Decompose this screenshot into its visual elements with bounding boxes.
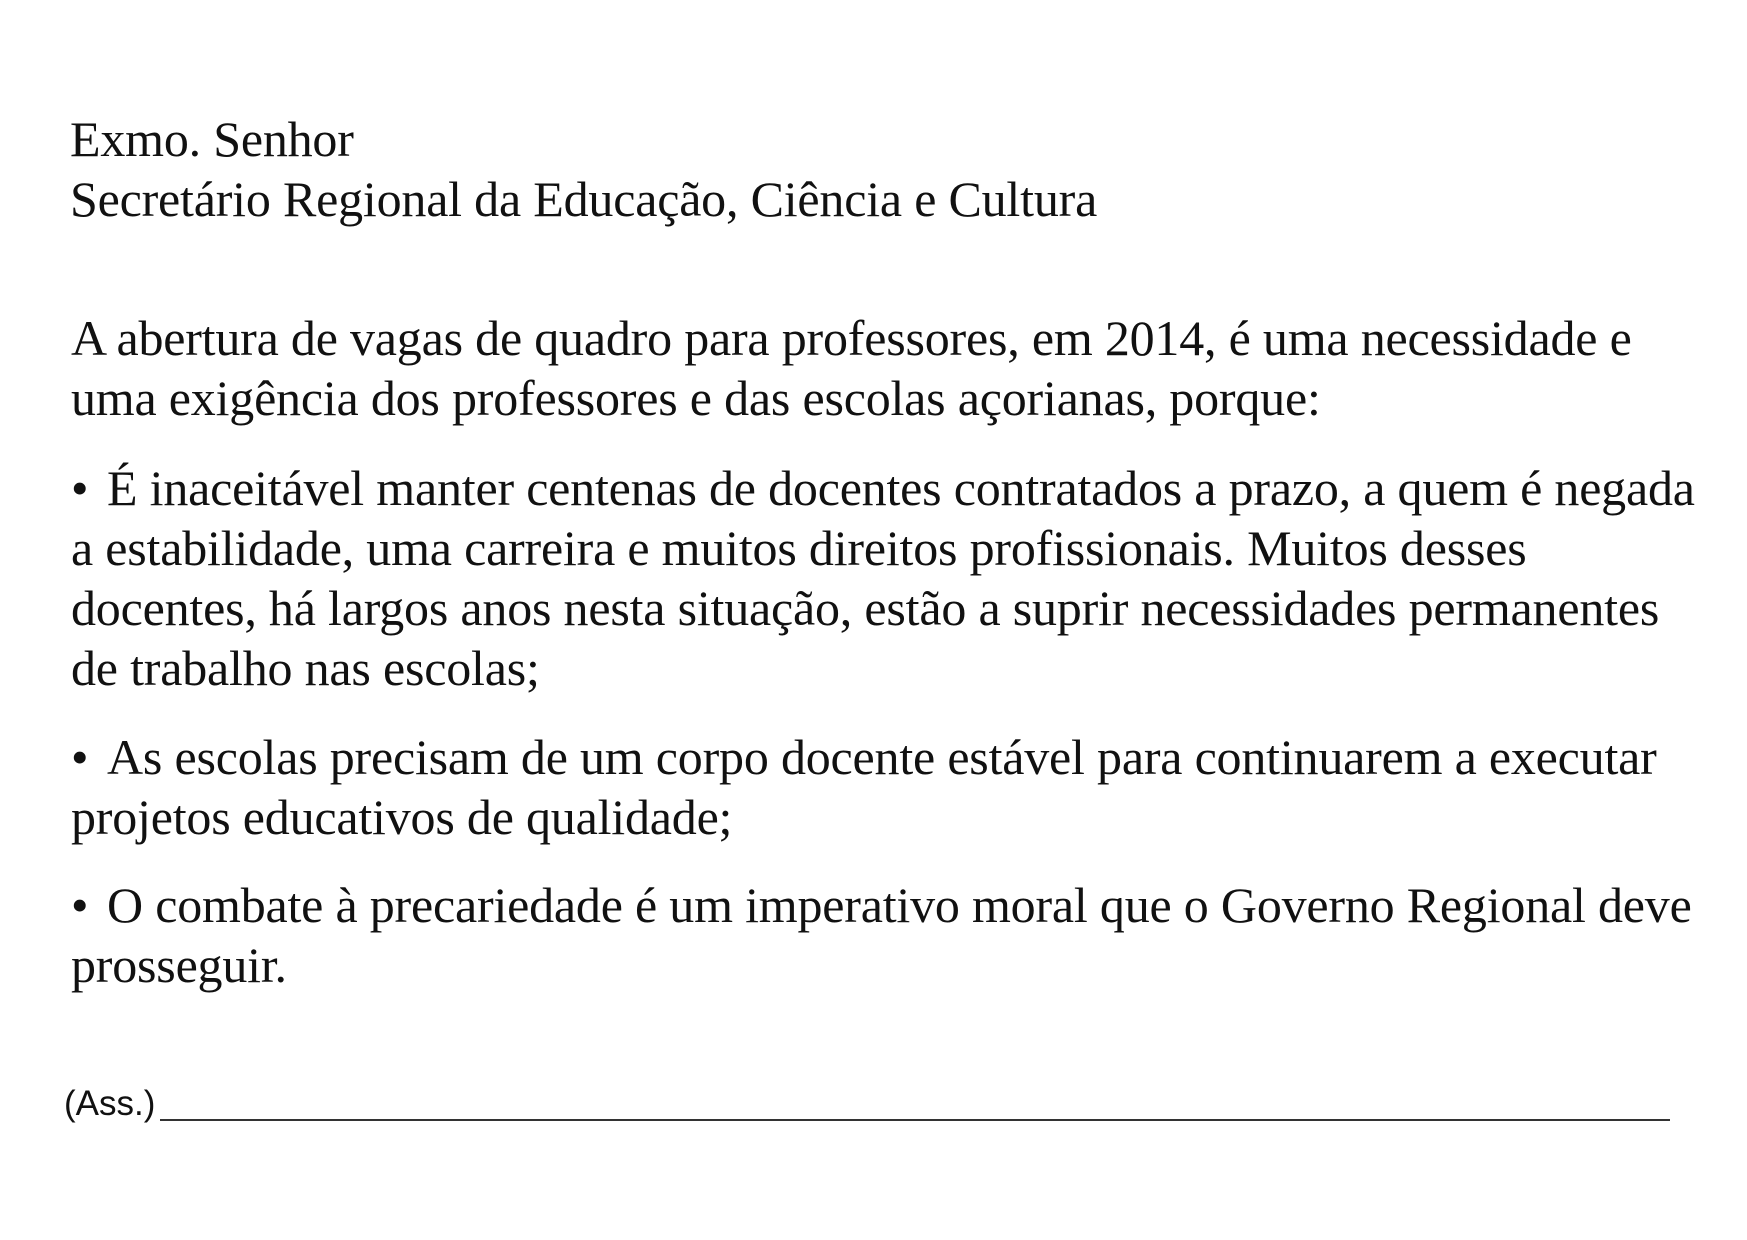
bullet-item	[71, 727, 1701, 847]
bullet-marker: •	[71, 460, 89, 516]
bullet-item	[71, 875, 1701, 995]
bullet-text: É inaceitável manter centenas de docentes contratados a prazo, a quem é negada a estabilidade, uma carreira e muitos direitos profissionais. Muitos desses docentes, há largos anos nesta situação, estão a suprir necessidades permanentes de trabalho nas escolas;	[71, 460, 1695, 696]
bullet-marker: •	[71, 729, 89, 785]
recipient-title: Secretário Regional da Educação, Ciência e Cultura	[70, 171, 1098, 227]
signature-line	[160, 1119, 1670, 1121]
address-block	[70, 109, 1670, 229]
signature-row	[64, 1083, 1674, 1133]
signature-label: (Ass.)	[64, 1084, 156, 1123]
bullet-text: As escolas precisam de um corpo docente estável para continuarem a executar projetos educativos de qualidade;	[71, 729, 1657, 845]
bullet-text: O combate à precariedade é um imperativo moral que o Governo Regional deve prosseguir.	[71, 877, 1692, 993]
intro-paragraph: A abertura de vagas de quadro para professores, em 2014, é uma necessidade e uma exigência dos professores e das escolas açorianas, porque:	[71, 310, 1632, 426]
bullet-item	[71, 458, 1701, 698]
bullet-marker: •	[71, 877, 89, 933]
salutation: Exmo. Senhor	[70, 111, 354, 167]
